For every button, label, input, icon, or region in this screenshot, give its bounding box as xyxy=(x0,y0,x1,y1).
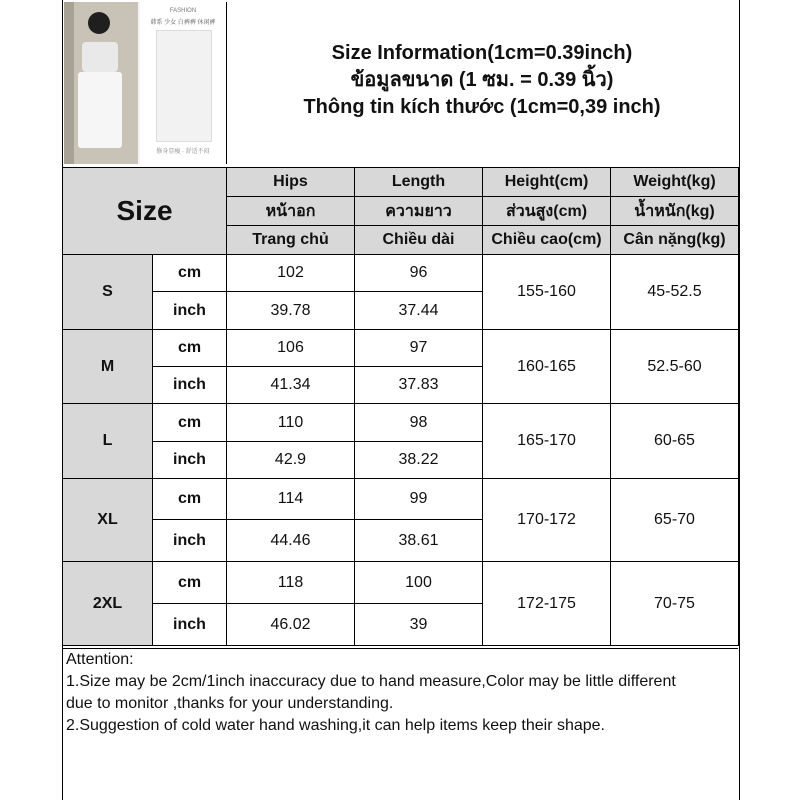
notes-line-1: 1.Size may be 2cm/1inch inaccuracy due to hand measure,Color may be little different xyxy=(66,673,676,690)
length-inch-value: 38.22 xyxy=(355,442,483,479)
header-hips-vi: Trang chủ xyxy=(227,226,355,255)
hips-inch-value: 44.46 xyxy=(227,520,355,562)
notes-line-2: due to monitor ,thanks for your understanding. xyxy=(66,695,394,712)
flatlay-photo xyxy=(140,2,226,164)
model-head xyxy=(88,12,110,34)
header-length-th: ความยาว xyxy=(355,197,483,226)
unit-inch: inch xyxy=(153,604,227,646)
header-height-en: Height(cm) xyxy=(483,168,611,197)
notes-heading: Attention: xyxy=(66,651,134,668)
unit-cm: cm xyxy=(153,330,227,367)
title-english: Size Information(1cm=0.39inch) xyxy=(331,42,633,64)
model-photo xyxy=(64,2,138,164)
size-label-m: M xyxy=(63,330,153,404)
length-inch-value: 38.61 xyxy=(355,520,483,562)
length-inch-value: 37.44 xyxy=(355,292,483,330)
length-cm-value: 98 xyxy=(355,404,483,442)
unit-inch: inch xyxy=(153,442,227,479)
notes-line-3: 2.Suggestion of cold water hand washing,it can help items keep their shape. xyxy=(66,717,605,734)
height-range: 172-175 xyxy=(483,562,611,646)
size-label-l: L xyxy=(63,404,153,479)
unit-cm: cm xyxy=(153,255,227,292)
weight-range: 52.5-60 xyxy=(611,330,739,404)
hips-cm-value: 114 xyxy=(227,479,355,520)
hips-inch-value: 42.9 xyxy=(227,442,355,479)
height-range: 165-170 xyxy=(483,404,611,479)
height-range: 170-172 xyxy=(483,479,611,562)
title-vietnamese: Thông tin kích thước (1cm=0,39 inch) xyxy=(303,96,661,118)
size-table xyxy=(62,167,739,646)
model-pants xyxy=(78,72,122,148)
weight-range: 60-65 xyxy=(611,404,739,479)
height-range: 155-160 xyxy=(483,255,611,330)
unit-inch: inch xyxy=(153,520,227,562)
unit-cm: cm xyxy=(153,562,227,604)
header-length-en: Length xyxy=(355,168,483,197)
size-column-header: Size xyxy=(63,168,227,255)
flat-pants xyxy=(156,30,212,142)
header-weight-vi: Cân nặng(kg) xyxy=(611,226,739,255)
title-thai: ข้อมูลขนาด (1 ซม. = 0.39 นิ้ว) xyxy=(350,69,614,91)
length-cm-value: 97 xyxy=(355,330,483,367)
length-inch-value: 39 xyxy=(355,604,483,646)
weight-range: 45-52.5 xyxy=(611,255,739,330)
length-cm-value: 99 xyxy=(355,479,483,520)
size-label-xl: XL xyxy=(63,479,153,562)
hips-cm-value: 102 xyxy=(227,255,355,292)
header-hips-en: Hips xyxy=(227,168,355,197)
size-label-2xl: 2XL xyxy=(63,562,153,646)
hips-inch-value: 46.02 xyxy=(227,604,355,646)
hips-cm-value: 110 xyxy=(227,404,355,442)
hips-cm-value: 118 xyxy=(227,562,355,604)
unit-inch: inch xyxy=(153,292,227,330)
size-label-s: S xyxy=(63,255,153,330)
height-range: 160-165 xyxy=(483,330,611,404)
header-weight-en: Weight(kg) xyxy=(611,168,739,197)
hips-inch-value: 41.34 xyxy=(227,367,355,404)
length-cm-value: 100 xyxy=(355,562,483,604)
length-inch-value: 37.83 xyxy=(355,367,483,404)
header-hips-th: หน้าอก xyxy=(227,197,355,226)
background-door xyxy=(64,2,74,164)
header-height-th: ส่วนสูง(cm) xyxy=(483,197,611,226)
weight-range: 70-75 xyxy=(611,562,739,646)
attention-notes xyxy=(62,648,738,801)
length-cm-value: 96 xyxy=(355,255,483,292)
unit-inch: inch xyxy=(153,367,227,404)
photo-caption-bottom: 修身显瘦 · 舒适不闷 xyxy=(156,149,210,155)
photo-caption-top: FASHION xyxy=(169,8,197,14)
hips-inch-value: 39.78 xyxy=(227,292,355,330)
header-length-vi: Chiều dài xyxy=(355,226,483,255)
size-info-title xyxy=(228,40,736,121)
hips-cm-value: 106 xyxy=(227,330,355,367)
header-weight-th: น้ำหนัก(kg) xyxy=(611,197,739,226)
weight-range: 65-70 xyxy=(611,479,739,562)
header-height-vi: Chiều cao(cm) xyxy=(483,226,611,255)
model-top xyxy=(82,42,118,72)
photo-caption-mid: 韩系 少女 白裤裤 休闲裤 xyxy=(150,20,216,26)
unit-cm: cm xyxy=(153,479,227,520)
product-photo xyxy=(64,2,227,164)
unit-cm: cm xyxy=(153,404,227,442)
